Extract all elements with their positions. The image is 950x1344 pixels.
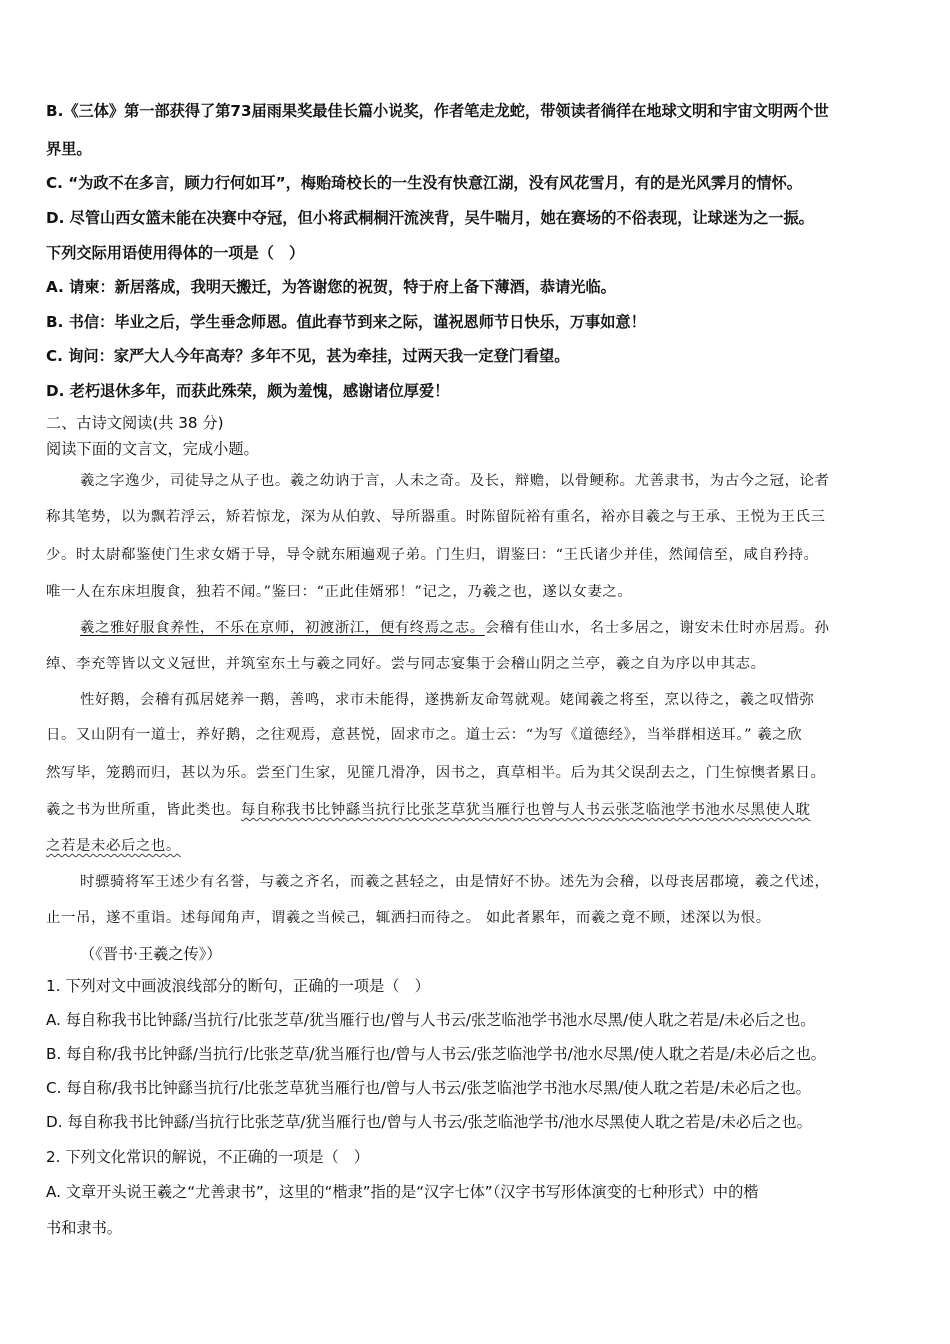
passage-p3-line-1: 性好鹅，会稽有孤居姥养一鹅，善鸣，求市未能得，遂携新友命驾就观。姥闻羲之将至，烹以待之，羲之叹惜弥	[80, 692, 815, 708]
passage-p2-line-1-rest: 会稽有佳山水，名士多居之，谢安未仕时亦居焉。孙	[484, 620, 830, 636]
passage-p3-line-2: 日。又山阴有一道士，养好鹅，之往观焉，意甚悦，固求市之。道士云：“为写《道德经》，当举群相送耳。” 羲之欣	[46, 727, 803, 743]
q1-stem: 1. 下列对文中画波浪线部分的断句，正确的一项是（ ）	[46, 977, 430, 995]
section-intro: 阅读下面的文言文，完成小题。	[46, 440, 259, 458]
q1-option-a: A. 每自称我书比钟繇/当抗行/比张芝草/犹当雁行也/曾与人书云/张芝临池学书池水尽黑/使人耽之若是/未必后之也。	[46, 1011, 816, 1029]
passage-p3-line-4	[46, 800, 811, 820]
passage-p3-line-3: 然写毕，笼鹅而归，甚以为乐。尝至门生家，见篚几滑净，因书之，真草相半。后为其父误刮去之，门生惊懊者累日。	[46, 765, 826, 781]
q1-option-c: C. 每自称/我书比钟繇当抗行/比张芝草犹当雁行也/曾与人书云/张芝临池学书池水尽黑/使人耽之若是/未必后之也。	[46, 1079, 811, 1097]
q-prev-option-c: C. “为政不在多言，顾力行何如耳”，梅贻琦校长的一生没有快意江湖，没有风花雪月，有的是光风霁月的情怀。	[46, 174, 802, 192]
passage-p3-line-5	[46, 836, 181, 856]
q1-option-d: D. 每自称我书比钟繇/当抗行比张芝草/犹当雁行也/曾与人书云/张芝临池学书/池水尽黑使人耽之若是/未必后之也。	[46, 1113, 812, 1131]
q-social-stem: 下列交际用语使用得体的一项是（ ）	[46, 244, 305, 262]
passage-p3-line-4-pre: 羲之书为世所重，皆此类也。	[46, 802, 241, 818]
q-prev-option-b-line-2: 界里。	[46, 140, 92, 158]
q2-option-a-line-1: A. 文章开头说王羲之“尤善隶书”，这里的“楷隶”指的是“汉字七体”（汉字书写形体演变的七种形式）中的楷	[46, 1183, 759, 1201]
passage-p1-line-2: 称其笔势，以为飘若浮云，矫若惊龙，深为从伯敦、导所器重。时陈留阮裕有重名，裕亦目羲之与王承、王悦为王氏三	[46, 509, 826, 525]
wavy-underlined-text: 每自称我书比钟繇当抗行比张芝草犹当雁行也曾与人书云张芝临池学书池水尽黑使人耽	[240, 802, 811, 818]
q2-stem: 2. 下列文化常识的解说，不正确的一项是（ ）	[46, 1148, 370, 1166]
q-social-option-a: A. 请柬：新居落成，我明天搬迁，为答谢您的祝贺，特于府上备下薄酒，恭请光临。	[46, 278, 616, 296]
passage-p1-line-4: 唯一人在东床坦腹食，独若不闻。”鉴曰：“正此佳婿邪！”记之，乃羲之也，遂以女妻之。	[46, 584, 633, 600]
underlined-sentence: 羲之雅好服食养性，不乐在京师，初渡浙江，便有终焉之志。	[80, 620, 485, 636]
q-prev-option-d: D. 尽管山西女篮未能在决赛中夺冠，但小将武桐桐汗流浃背，吴牛喘月，她在赛场的不俗表现，让球迷为之一振。	[46, 209, 814, 227]
q1-option-b: B. 每自称/我书比钟繇/当抗行/比张芝草/犹当雁行也/曾与人书云/张芝临池学书/池水尽黑/使人耽之若是/未必后之也。	[46, 1045, 826, 1063]
passage-p4-line-2: 止一吊，遂不重诣。述每闻角声，谓羲之当候己，辄洒扫而待之。 如此者累年，而羲之竟不顾，述深以为恨。	[46, 910, 771, 926]
q-prev-option-b-line-1: B.《三体》第一部获得了第73届雨果奖最佳长篇小说奖，作者笔走龙蛇，带领读者徜徉在地球文明和宇宙文明两个世	[46, 102, 829, 120]
passage-p2-line-1	[80, 618, 830, 638]
passage-p4-line-1: 时骠骑将军王述少有名誉，与羲之齐名，而羲之甚轻之，由是情好不协。述先为会稽，以母丧居郡境，羲之代述，	[80, 874, 830, 890]
passage-p2-line-2: 绰、李充等皆以文义冠世，并筑室东土与羲之同好。尝与同志宴集于会稽山阴之兰亭，羲之自为序以申其志。	[46, 656, 766, 672]
passage-source: （《晋书·王羲之传》）	[80, 945, 222, 963]
section-heading: 二、古诗文阅读(共 38 分)	[46, 414, 224, 432]
passage-p1-line-3: 少。时太尉郗鉴使门生求女婿于导，导令就东厢遍观子弟。门生归，谓鉴曰：“王氏诸少并佳，然闻信至，咸自矜持。	[46, 547, 819, 563]
q-social-option-b: B. 书信：毕业之后，学生垂念师恩。值此春节到来之际，谨祝恩师节日快乐，万事如意！	[46, 313, 646, 331]
q-social-option-d: D. 老朽退休多年，而获此殊荣，颇为羞愧，感谢诸位厚爱！	[46, 382, 450, 400]
q-social-option-c: C. 询问：家严大人今年高寿？多年不见，甚为牵挂，过两天我一定登门看望。	[46, 347, 570, 365]
wavy-underlined-text-end: 之若是未必后之也。	[46, 838, 181, 854]
passage-p1-line-1: 羲之字逸少，司徒导之从子也。羲之幼讷于言，人未之奇。及长，辩赡，以骨鲠称。尤善隶书，为古今之冠，论者	[80, 473, 830, 489]
q2-option-a-line-2: 书和隶书。	[46, 1219, 122, 1237]
